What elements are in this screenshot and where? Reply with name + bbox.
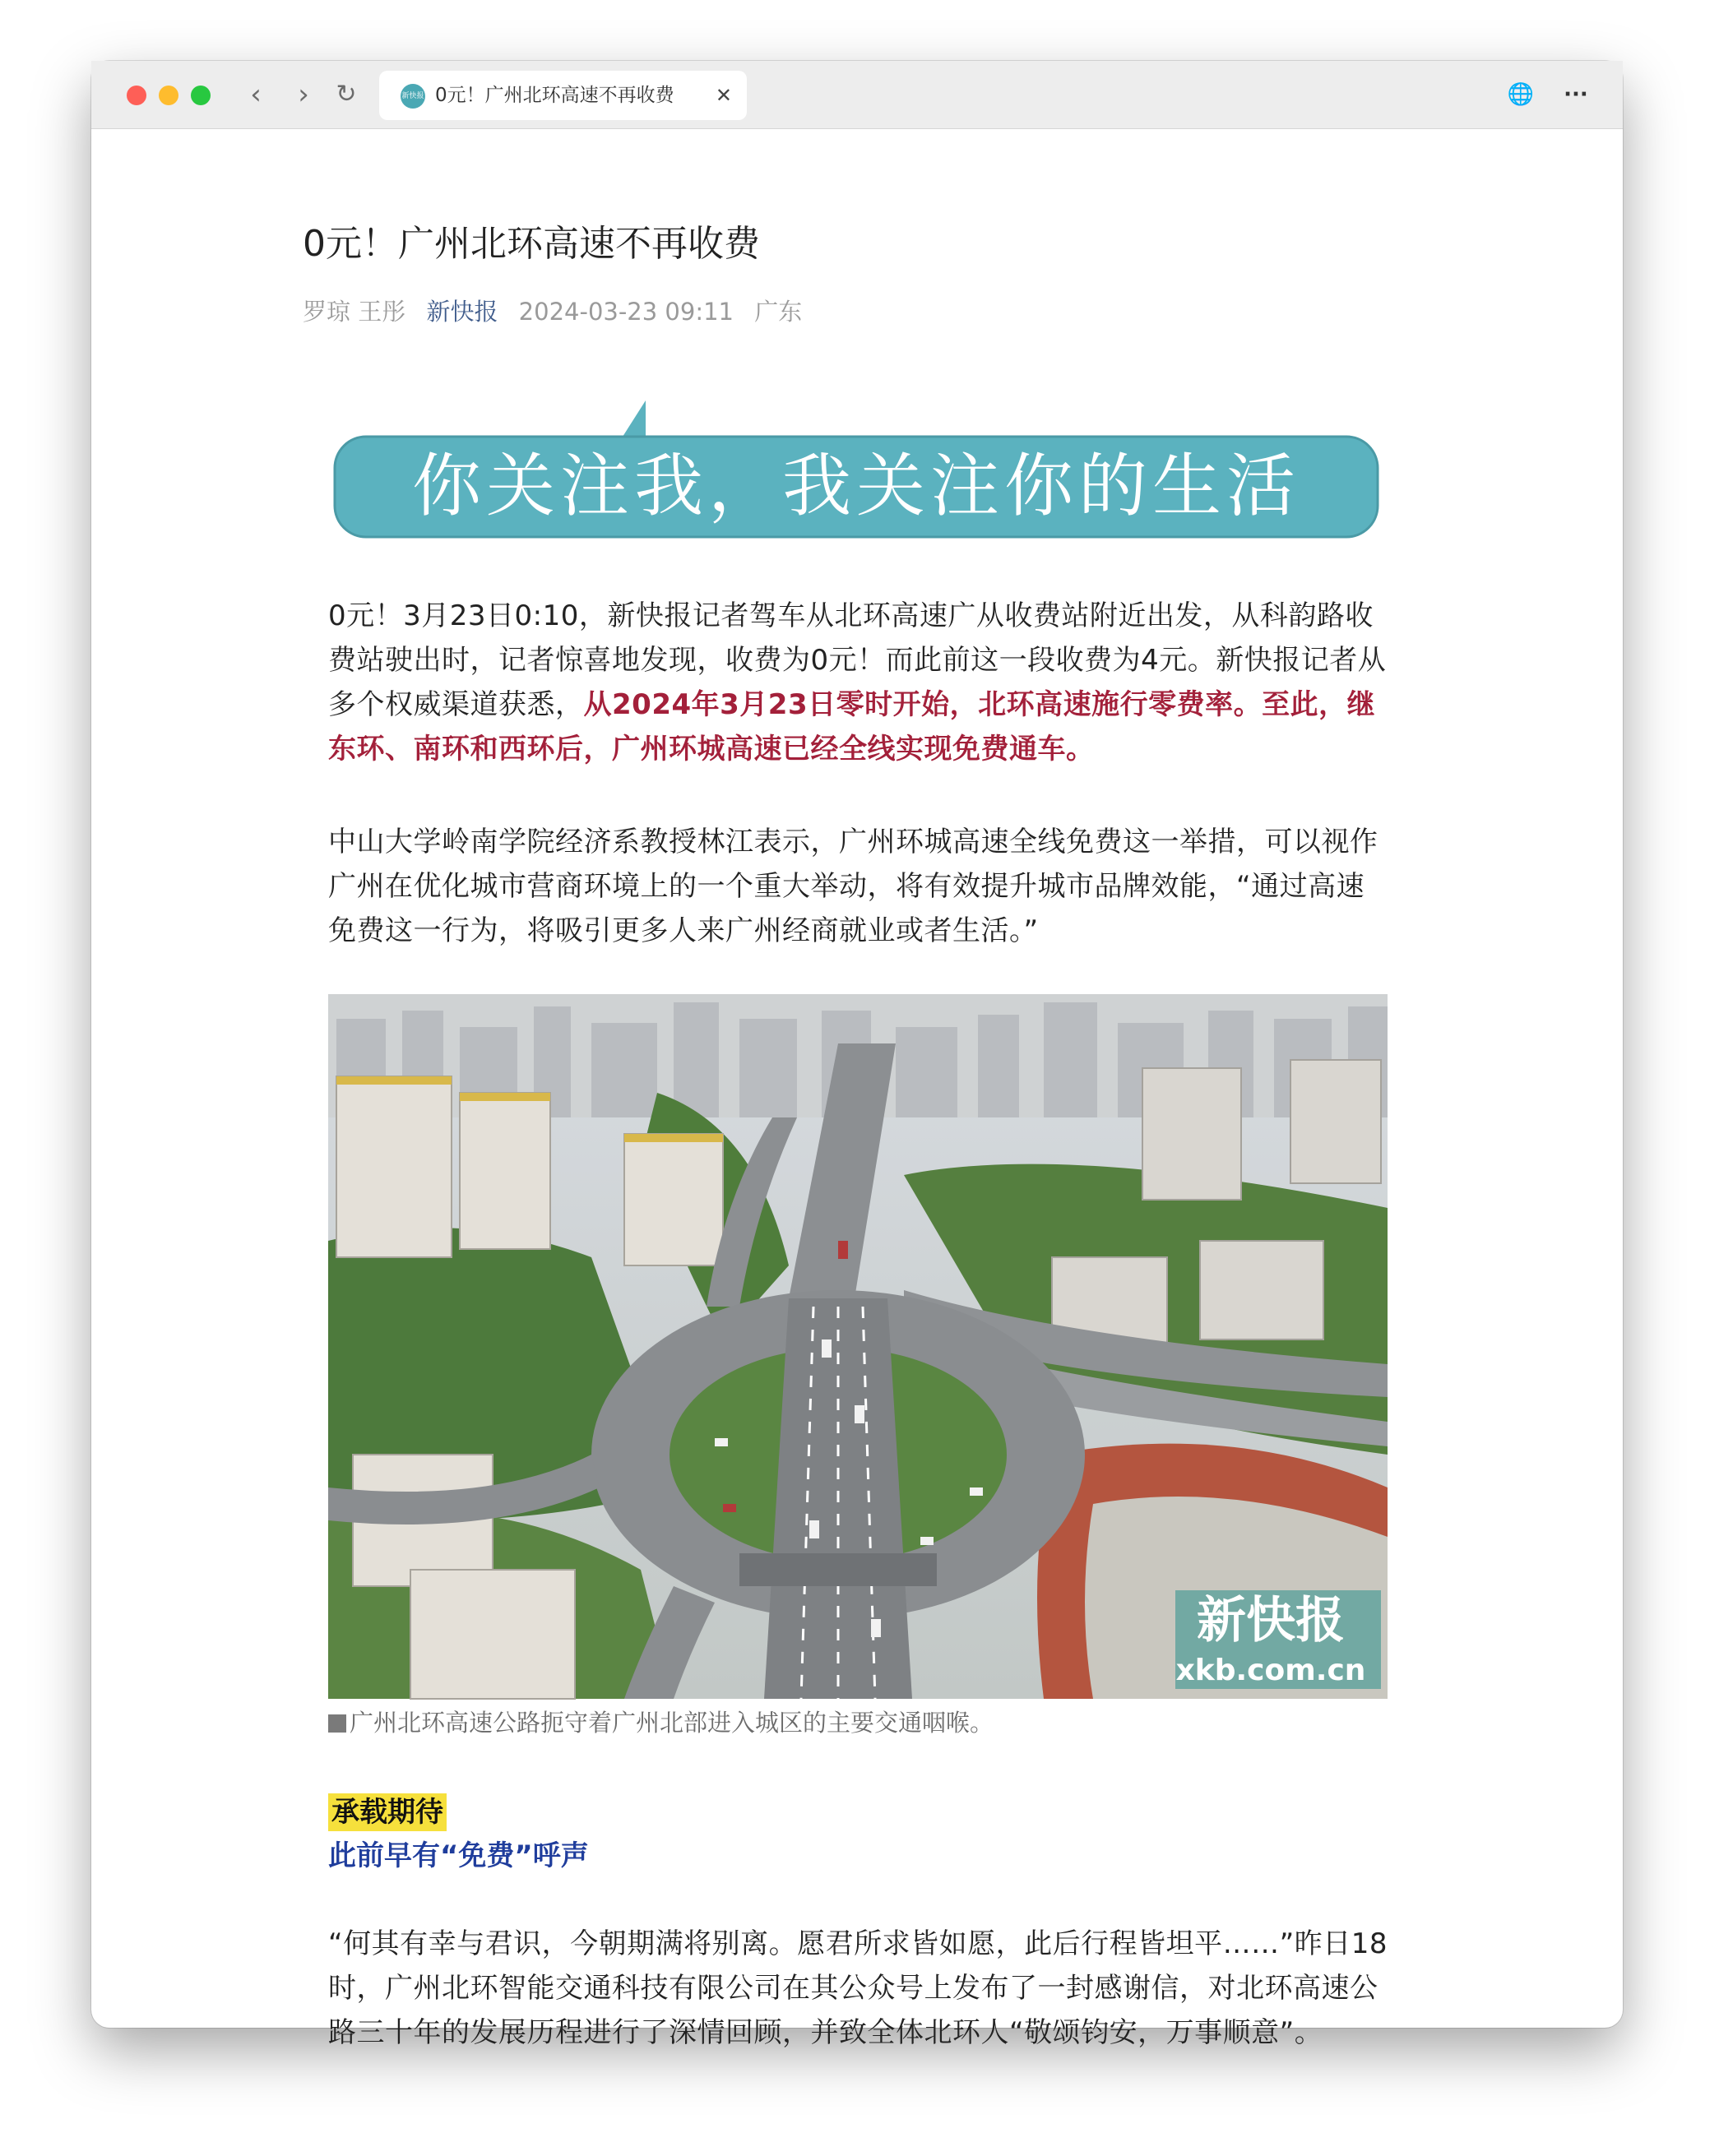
tab-title: 0元！广州北环高速不再收费 [435,85,674,106]
section-subtitle: 此前早有“免费”呼声 [328,1839,589,1872]
paragraph-1-highlight: 从2024年3月23日零时开始，北环高速施行零费率。至此，继东环、南环和西环后，广州环城高速已经全线实现免费通车。 [328,688,1376,766]
banner-slogan: 你关注我，我关注你的生活 [411,446,1300,526]
paragraph-3: “何其有幸与君识，今朝期满将别离。愿君所求皆如愿，此后行程皆坦平……”昨日18时，广州北环智能交通科技有限公司在其公众号上发布了一封感谢信，对北环高速公路三十年的发展历程进行了深情回顾，并致全体北环人“敬颂钧安，万事顺意”。 [328,1927,1388,2049]
article-photo [328,994,1388,1699]
back-icon[interactable]: ‹ [250,78,262,111]
paragraph-1-text: 0元！3月23日0:10，新快报记者驾车从北环高速广从收费站附近出发，从科韵路收费站驶出时，记者惊喜地发现，收费为0元！而此前这一段收费为4元。新快报记者从多个权威渠道获悉， [328,599,1387,721]
close-window-button[interactable] [127,86,146,105]
translate-icon[interactable]: 🌐 [1507,82,1535,107]
article-meta [303,295,815,328]
forward-icon[interactable]: › [298,78,309,111]
article-authors: 罗琼 王彤 [303,298,406,326]
browser-tab[interactable] [379,71,747,120]
paragraph-1 [328,594,1388,771]
article-source-link[interactable]: 新快报 [426,298,498,326]
article-content [91,129,1623,2049]
close-tab-icon[interactable]: ✕ [715,84,732,107]
article-region: 广东 [754,298,803,326]
minimize-window-button[interactable] [159,86,178,105]
reload-icon[interactable]: ↻ [336,80,357,109]
section-label: 承载期待 [328,1793,447,1831]
browser-toolbar [91,61,1623,129]
slogan-banner [335,399,1378,543]
zoom-window-button[interactable] [191,86,211,105]
browser-window [91,61,1623,2049]
article-datetime: 2024-03-23 09:11 [518,298,734,326]
photo-watermark-name: 新快报 [1197,1592,1345,1649]
favicon-icon: 新快报 [401,84,425,109]
caption-square-icon [328,1714,346,1733]
caption-text: 广州北环高速公路扼守着广州北部进入城区的主要交通咽喉。 [350,1709,994,1737]
photo-caption [328,1706,994,1739]
article-title: 0元！广州北环高速不再收费 [303,223,760,265]
paragraph-2: 中山大学岭南学院经济系教授林江表示，广州环城高速全线免费这一举措，可以视作广州在优化城市营商环境上的一个重大举动，将有效提升城市品牌效能，“通过高速免费这一行为，将吸引更多人来广州经商就业或者生活。” [328,826,1378,947]
more-options-icon[interactable]: ··· [1564,82,1588,107]
photo-watermark-url: xkb.com.cn [1175,1654,1366,1687]
